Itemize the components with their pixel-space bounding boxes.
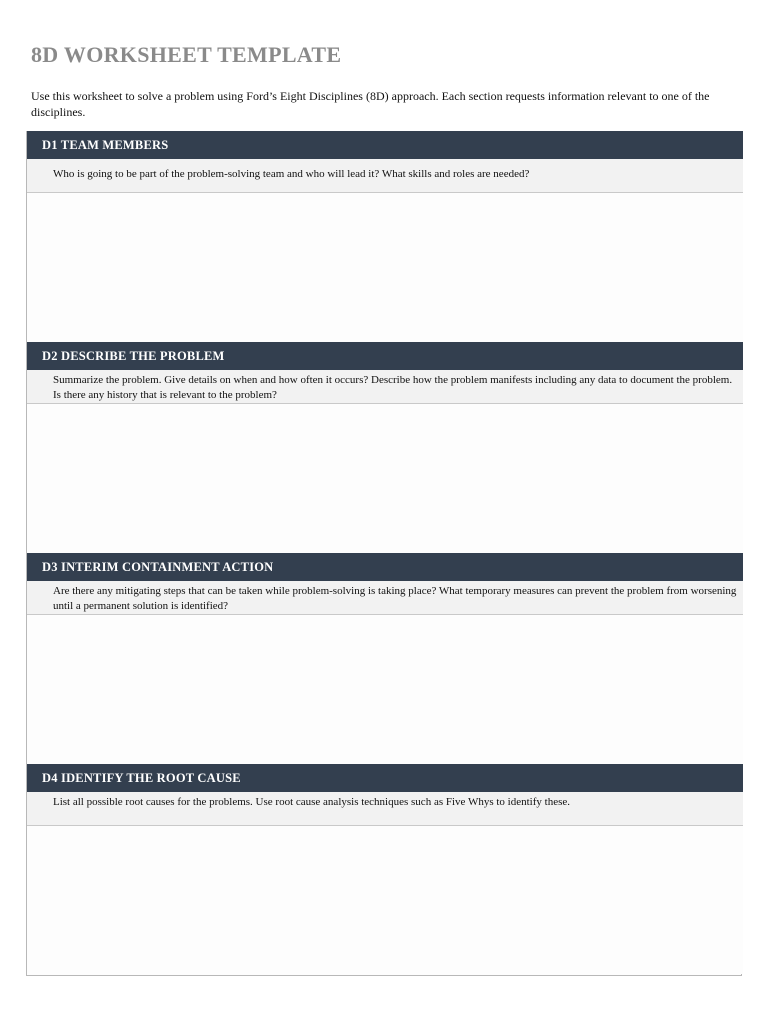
section-d3-answer-field[interactable] — [27, 615, 743, 764]
section-d2-header: D2 DESCRIBE THE PROBLEM — [27, 342, 743, 370]
section-d1-answer-field[interactable] — [27, 193, 743, 342]
section-d3-prompt: Are there any mitigating steps that can be taken while problem-solving is taking place? What temporary measures can prevent the problem from worsening until a permanent solution is identified? — [27, 581, 743, 615]
section-d3-header: D3 INTERIM CONTAINMENT ACTION — [27, 553, 743, 581]
section-d3 — [27, 553, 743, 764]
worksheet-table — [26, 131, 742, 976]
section-d2-answer-field[interactable] — [27, 404, 743, 553]
section-d1-prompt: Who is going to be part of the problem-solving team and who will lead it? What skills and roles are needed? — [27, 159, 743, 193]
section-d4-answer-field[interactable] — [27, 826, 743, 974]
section-d1-header: D1 TEAM MEMBERS — [27, 131, 743, 159]
section-d4-header: D4 IDENTIFY THE ROOT CAUSE — [27, 764, 743, 792]
page-title: 8D WORKSHEET TEMPLATE — [31, 42, 342, 67]
section-d1 — [27, 131, 743, 342]
section-d2 — [27, 342, 743, 553]
intro-text: Use this worksheet to solve a problem using Ford’s Eight Disciplines (8D) approach. Each section requests information relevant to one of the disciplines. — [31, 89, 710, 119]
section-d4 — [27, 764, 743, 974]
section-d2-prompt: Summarize the problem. Give details on when and how often it occurs? Describe how the problem manifests including any data to document the problem. Is there any history that is relevant to the problem? — [27, 370, 743, 404]
section-d4-prompt: List all possible root causes for the problems. Use root cause analysis techniques such as Five Whys to identify these. — [27, 792, 743, 826]
